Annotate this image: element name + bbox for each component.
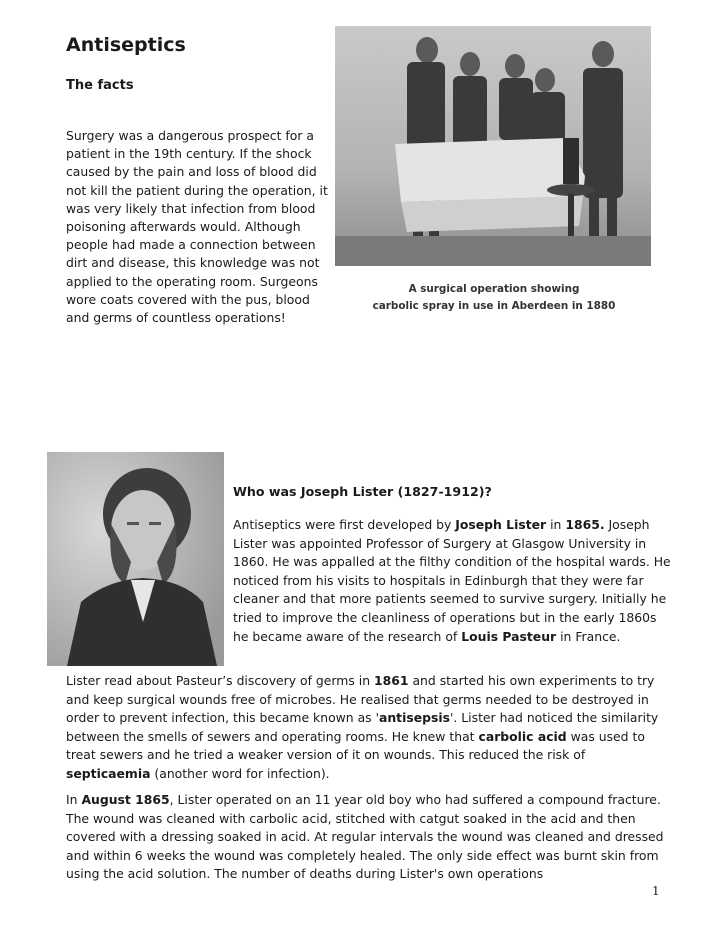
- lister-intro-paragraph: [233, 516, 673, 646]
- august-1865-paragraph: [66, 791, 666, 884]
- text-run: Joseph Lister was appointed Professor of Surgery at Glasgow University in 1860. He was appalled at the filthy condition of the hospital wards. He noticed from his visits to hospitals in Edinburgh that they were far cleaner and that more patients seemed to survive surgery. Initially he tried to improve the cleanliness of operations but in the early 1860s he became aware of the research of: [233, 517, 671, 644]
- text-run: in: [546, 517, 566, 532]
- text-run: In: [66, 792, 82, 807]
- text-run: , Lister operated on an 11 year old boy who had suffered a compound fracture. The wound was cleaned with carbolic acid, stitched with catgut soaked in the acid and then covered with a dressing soaked in acid. At regular intervals the wound was cleaned and dressed and within 6 weeks the wound was completely healed. The only side effect was burnt skin from using the acid solution. The number of deaths during Lister's own operations: [66, 792, 664, 882]
- photo-caption: [355, 281, 633, 315]
- bold-term: 1865.: [565, 517, 605, 532]
- bold-term: septicaemia: [66, 765, 151, 781]
- page-title: Antiseptics: [66, 34, 186, 56]
- text-run: Antiseptics were first developed by: [233, 517, 456, 532]
- surgical-operation-photo: [335, 26, 651, 266]
- joseph-lister-portrait: [47, 452, 224, 666]
- pasteur-paragraph: [66, 672, 666, 784]
- bold-term: carbolic acid: [478, 728, 567, 744]
- bold-term: 1861: [374, 673, 409, 688]
- text-run: was used to treat sewers and he tried a weaker version of it on wounds. This reduced the risk of: [66, 728, 645, 763]
- text-run: and started his own experiments to try and keep surgical wounds free of microbes. He realised that germs needed to be destroyed in order to prevent infection, this became known as ': [66, 673, 655, 726]
- text-run: '. Lister had noticed the similarity between the smells of sewers and operating rooms. He knew that: [66, 710, 659, 744]
- caption-line-1: A surgical operation showing: [408, 283, 580, 295]
- page-number: 1: [652, 884, 660, 898]
- intro-paragraph: Surgery was a dangerous prospect for a patient in the 19th century. If the shock caused by the pain and loss of blood did not kill the patient during the operation, it was very likely that infection from blood poisoning afterwards would. Although people had made a connection between dirt and disease, this knowledge was not applied to the operating room. Surgeons wore coats covered with the pus, blood and germs of countless operations!: [66, 128, 328, 326]
- text-run: Lister read about Pasteur’s discovery of germs in: [66, 673, 374, 688]
- caption-line-2: carbolic spray in use in Aberdeen in 1880: [372, 300, 616, 312]
- bold-term: Louis Pasteur: [461, 628, 557, 644]
- bold-term: August 1865: [81, 792, 170, 807]
- section-heading-lister: Who was Joseph Lister (1827-1912)?: [233, 484, 492, 499]
- bold-term: Joseph Lister: [455, 517, 547, 532]
- page-subtitle: The facts: [66, 78, 134, 93]
- text-run: (another word for infection).: [150, 765, 330, 781]
- text-run: in France.: [556, 628, 621, 644]
- bold-term: antisepsis: [378, 710, 450, 726]
